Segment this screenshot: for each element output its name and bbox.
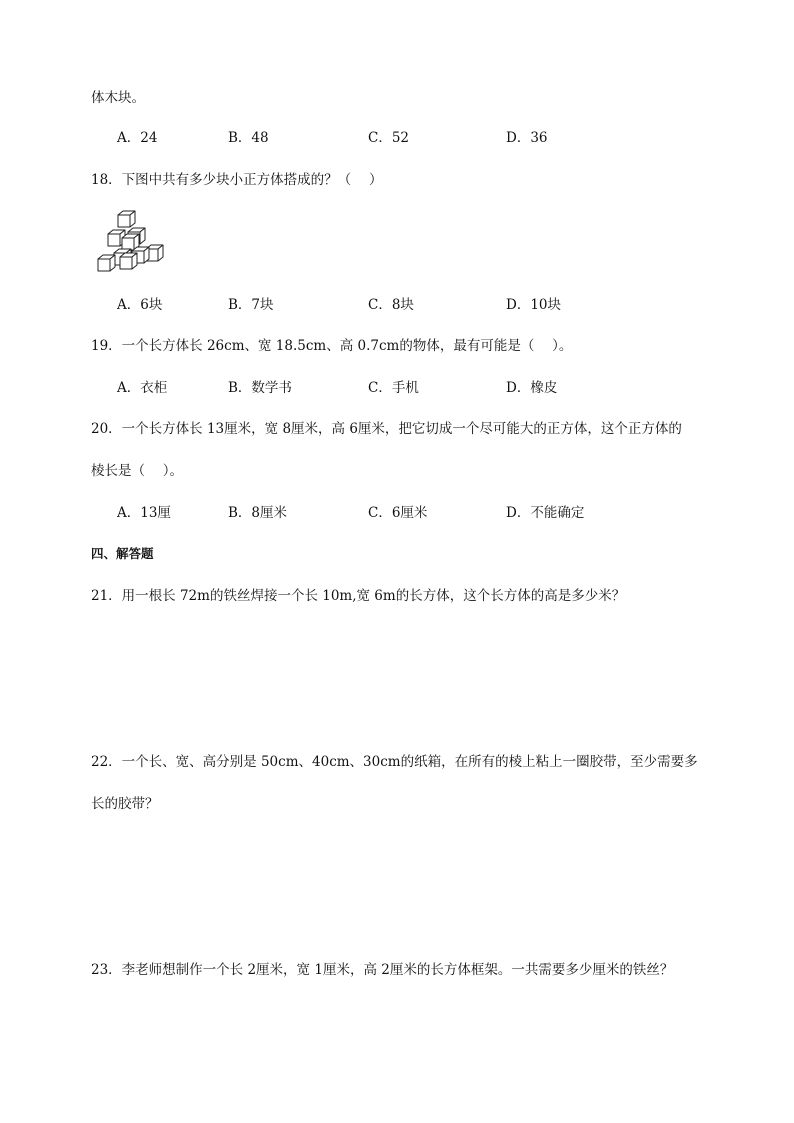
q18-option-a[interactable]: A．6块	[117, 297, 163, 313]
q20-text-line2: 棱长是（ ）。	[91, 463, 184, 479]
q20-option-c[interactable]: C．6厘米	[368, 505, 428, 521]
q19-options	[117, 379, 717, 397]
cube-bottom-front-left	[98, 255, 115, 271]
q19-option-b[interactable]: B．数学书	[228, 380, 292, 396]
q17-option-b[interactable]: B．48	[228, 130, 269, 146]
q18-option-b[interactable]: B．7块	[228, 297, 274, 313]
q20-option-a[interactable]: A．13厘	[117, 505, 171, 521]
q18-text: 18．下图中共有多少块小正方体搭成的？（ ）	[91, 172, 383, 188]
stacked-cubes-figure	[94, 209, 174, 279]
q19-option-c[interactable]: C．手机	[368, 380, 419, 396]
q19-text: 19．一个长方体长 26cm、宽 18.5cm、高 0.7cm的物体，最有可能是（ ）。	[91, 338, 573, 354]
cube-top	[118, 211, 135, 227]
q23-text: 23．李老师想制作一个长 2厘米，宽 1厘米，高 2厘米的长方体框架。一共需要多少厘米的铁丝？	[91, 962, 674, 978]
section-heading: 四、解答题	[91, 546, 154, 561]
q19-option-a[interactable]: A．衣柜	[117, 380, 168, 396]
q18-option-d[interactable]: D．10块	[506, 297, 562, 313]
q19-option-d[interactable]: D．橡皮	[506, 380, 558, 396]
q20-option-d[interactable]: D．不能确定	[506, 505, 585, 521]
q17-option-a[interactable]: A．24	[117, 130, 158, 146]
cube-bottom-front-right	[120, 253, 137, 269]
q18-option-c[interactable]: C．8块	[368, 297, 414, 313]
q17-option-d[interactable]: D．36	[506, 130, 548, 146]
q22-text-line2: 长的胶带？	[91, 796, 159, 812]
q18-options	[117, 296, 717, 314]
q21-text: 21．用一根长 72m的铁丝焊接一个长 10m,宽 6m的长方体，这个长方体的高是多少米？	[91, 588, 626, 604]
q22-text-line1: 22．一个长、宽、高分别是 50cm、40cm、30cm的纸箱，在所有的棱上粘上一圈胶带，至少需要多	[91, 754, 698, 770]
q17-options	[117, 129, 717, 147]
q20-option-b[interactable]: B．8厘米	[228, 505, 288, 521]
q20-options	[117, 504, 717, 522]
q17-continuation: 体木块。	[91, 90, 145, 106]
q20-text-line1: 20．一个长方体长 13厘米，宽 8厘米，高 6厘米，把它切成一个尽可能大的正方体，这个正方体的	[91, 421, 682, 437]
q17-option-c[interactable]: C．52	[368, 130, 410, 146]
